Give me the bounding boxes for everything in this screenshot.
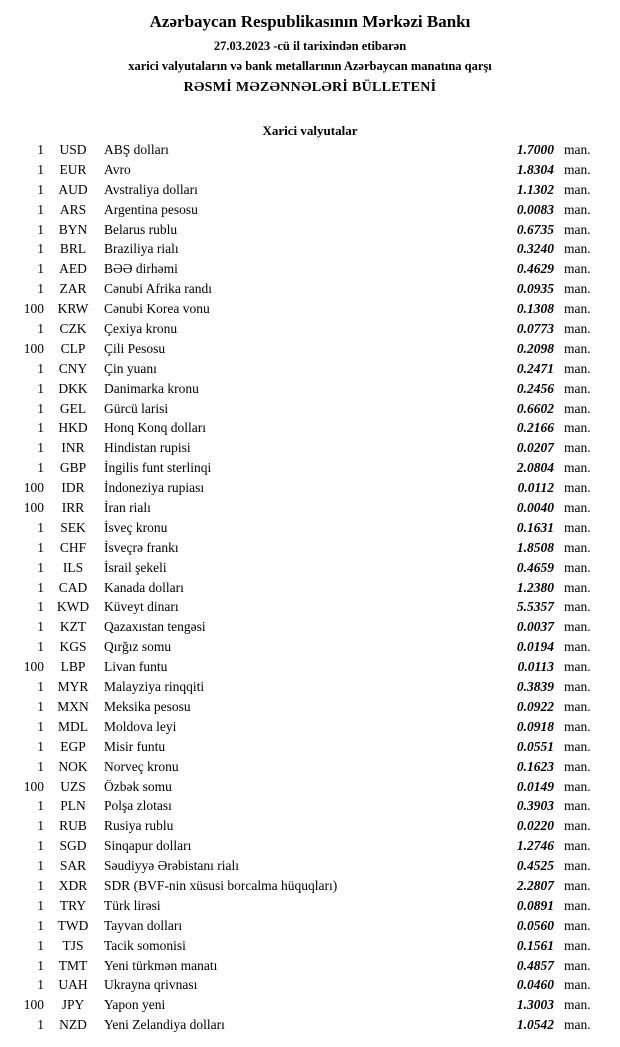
row-currency-code: CLP	[60, 340, 86, 356]
row-unit: man.	[564, 181, 591, 197]
row-currency-code: MXN	[57, 698, 89, 714]
row-rate: 0.0460	[516, 977, 554, 993]
row-unit: man.	[564, 977, 591, 993]
row-currency-code: IRR	[61, 500, 85, 516]
row-rate: 0.0040	[516, 500, 554, 516]
bulletin-title: RƏSMİ MƏZƏNNƏLƏRİ BÜLLETENİ	[183, 80, 437, 95]
table-row	[18, 599, 604, 619]
table-row	[18, 321, 604, 341]
row-quantity: 1	[37, 281, 44, 297]
row-currency-name: ABŞ dolları	[104, 142, 169, 157]
row-unit: man.	[564, 917, 591, 933]
row-quantity: 1	[37, 1017, 44, 1033]
row-unit: man.	[564, 957, 591, 973]
row-quantity: 1	[37, 897, 44, 913]
row-currency-name: Səudiyyə Ərəbistanı rialı	[104, 858, 239, 874]
row-rate: 1.3003	[516, 997, 554, 1013]
row-unit: man.	[564, 519, 591, 535]
row-currency-name: İran rialı	[104, 500, 151, 516]
row-currency-code: TRY	[59, 897, 87, 913]
row-rate: 1.8304	[516, 161, 554, 177]
table-row	[18, 142, 604, 162]
table-row	[18, 918, 604, 938]
row-currency-code: TWD	[57, 917, 89, 933]
row-rate: 0.6602	[516, 400, 554, 416]
row-rate: 0.0918	[516, 718, 554, 734]
row-currency-code: UAH	[58, 977, 88, 993]
row-currency-name: Gürcü larisi	[104, 400, 169, 416]
row-unit: man.	[564, 897, 591, 913]
row-currency-code: ZAR	[59, 281, 87, 297]
row-rate: 0.4525	[516, 858, 554, 874]
row-currency-code: RUB	[59, 818, 87, 834]
row-rate: 2.2807	[516, 877, 554, 893]
row-currency-code: GBP	[59, 460, 87, 476]
row-rate: 0.0113	[517, 659, 554, 675]
row-rate: 0.0551	[516, 738, 554, 754]
table-row	[18, 798, 604, 818]
row-currency-code: UZS	[60, 778, 86, 794]
row-rate: 0.0891	[516, 897, 554, 913]
row-currency-name: Yeni türkmən manatı	[104, 957, 218, 973]
row-currency-name: Çexiya kronu	[104, 321, 178, 337]
table-row	[18, 679, 604, 699]
row-quantity: 1	[37, 718, 44, 734]
row-rate: 0.1631	[516, 519, 554, 535]
row-currency-code: TJS	[62, 937, 84, 953]
row-unit: man.	[564, 738, 591, 754]
row-unit: man.	[564, 639, 591, 655]
row-rate: 0.4857	[516, 957, 554, 973]
row-quantity: 1	[37, 818, 44, 834]
row-quantity: 1	[37, 460, 44, 476]
row-currency-name: Misir funtu	[104, 738, 166, 754]
subject-line: xarici valyutaların və bank metallarının Azərbaycan manatına qarşı	[128, 59, 492, 73]
row-quantity: 100	[23, 340, 44, 356]
row-currency-code: TMT	[58, 957, 88, 973]
table-row	[18, 619, 604, 639]
row-currency-name: Kanada dolları	[104, 579, 184, 595]
table-row	[18, 659, 604, 679]
row-currency-name: Çin yuanı	[104, 360, 157, 376]
row-unit: man.	[564, 778, 591, 794]
row-rate: 0.0773	[516, 321, 554, 337]
row-rate: 2.0804	[516, 460, 554, 476]
row-rate: 0.6735	[516, 221, 554, 237]
table-row	[18, 520, 604, 540]
row-currency-code: BYN	[58, 221, 88, 237]
row-quantity: 1	[37, 917, 44, 933]
row-unit: man.	[564, 480, 591, 496]
table-row	[18, 560, 604, 580]
row-unit: man.	[564, 360, 591, 376]
row-unit: man.	[564, 161, 591, 177]
table-row	[18, 420, 604, 440]
row-unit: man.	[564, 818, 591, 834]
row-currency-code: EGP	[60, 738, 86, 754]
row-currency-code: NZD	[59, 1017, 87, 1033]
row-quantity: 100	[23, 997, 44, 1013]
row-currency-code: PLN	[60, 798, 86, 814]
row-currency-name: İsrail şekeli	[104, 559, 167, 575]
row-rate: 0.0112	[517, 480, 554, 496]
row-rate: 0.0922	[516, 698, 554, 714]
row-unit: man.	[564, 201, 591, 217]
row-currency-name: Braziliya rialı	[104, 241, 179, 257]
row-unit: man.	[564, 321, 591, 337]
row-currency-code: CAD	[58, 579, 88, 595]
row-quantity: 100	[23, 778, 44, 794]
row-currency-name: İsveç kronu	[104, 519, 168, 535]
row-unit: man.	[564, 997, 591, 1013]
row-quantity: 1	[37, 539, 44, 555]
row-currency-name: SDR (BVF-nin xüsusi borcalma hüquqları)	[104, 877, 338, 893]
row-currency-code: LBP	[60, 659, 86, 675]
row-unit: man.	[564, 559, 591, 575]
row-rate: 0.3839	[516, 679, 554, 695]
table-row	[18, 639, 604, 659]
row-quantity: 1	[37, 201, 44, 217]
row-rate: 5.5357	[516, 599, 554, 615]
row-quantity: 100	[23, 659, 44, 675]
table-row	[18, 182, 604, 202]
row-quantity: 1	[37, 758, 44, 774]
section-title-foreign-currencies: Xarici valyutalar	[262, 123, 358, 138]
row-rate: 0.1561	[516, 937, 554, 953]
row-currency-name: BƏƏ dirhəmi	[104, 261, 178, 277]
row-quantity: 1	[37, 221, 44, 237]
row-quantity: 1	[37, 559, 44, 575]
row-currency-code: BRL	[59, 241, 87, 257]
table-row	[18, 261, 604, 281]
row-currency-name: Argentina pesosu	[104, 201, 198, 217]
row-quantity: 1	[37, 877, 44, 893]
row-unit: man.	[564, 1017, 591, 1033]
table-row	[18, 281, 604, 301]
row-quantity: 1	[37, 161, 44, 177]
row-unit: man.	[564, 261, 591, 277]
row-quantity: 1	[37, 599, 44, 615]
row-rate: 0.0083	[516, 201, 554, 217]
table-row	[18, 580, 604, 600]
row-currency-name: Qırğız somu	[104, 639, 172, 655]
row-unit: man.	[564, 301, 591, 317]
row-currency-code: IDR	[61, 480, 85, 496]
row-unit: man.	[564, 579, 591, 595]
row-currency-code: HKD	[58, 420, 88, 436]
row-currency-code: CZK	[59, 321, 87, 337]
row-currency-name: Livan funtu	[104, 659, 168, 675]
table-row	[18, 818, 604, 838]
row-quantity: 1	[37, 639, 44, 655]
table-row	[18, 401, 604, 421]
table-row	[18, 202, 604, 222]
row-currency-code: KZT	[59, 619, 87, 635]
table-row	[18, 301, 604, 321]
row-quantity: 100	[23, 480, 44, 496]
row-rate: 0.0220	[516, 818, 554, 834]
row-quantity: 100	[23, 500, 44, 516]
row-currency-name: Yapon yeni	[104, 997, 166, 1013]
row-unit: man.	[564, 698, 591, 714]
row-rate: 0.0149	[516, 778, 554, 794]
row-currency-code: SGD	[59, 838, 87, 854]
row-currency-name: İngilis funt sterlinqi	[104, 460, 212, 476]
table-row	[18, 838, 604, 858]
row-currency-code: XDR	[58, 877, 88, 893]
row-rate: 0.4659	[516, 559, 554, 575]
currency-table	[0, 142, 620, 1037]
row-quantity: 1	[37, 579, 44, 595]
table-row	[18, 878, 604, 898]
table-row	[18, 958, 604, 978]
row-unit: man.	[564, 221, 591, 237]
row-currency-name: Yeni Zelandiya dolları	[104, 1017, 225, 1033]
row-quantity: 1	[37, 798, 44, 814]
row-rate: 1.2746	[516, 838, 554, 854]
row-rate: 1.2380	[516, 579, 554, 595]
row-currency-name: Cənubi Korea vonu	[104, 301, 210, 317]
table-row	[18, 241, 604, 261]
table-row	[18, 1017, 604, 1037]
row-rate: 0.2456	[516, 380, 554, 396]
row-currency-code: ARS	[59, 201, 87, 217]
row-unit: man.	[564, 877, 591, 893]
row-currency-name: Rusiya rublu	[104, 818, 174, 834]
row-currency-code: ILS	[62, 559, 84, 575]
row-unit: man.	[564, 500, 591, 516]
row-currency-code: KWD	[56, 599, 90, 615]
table-row	[18, 361, 604, 381]
row-quantity: 1	[37, 420, 44, 436]
row-currency-code: KGS	[59, 639, 87, 655]
row-currency-name: Cənubi Afrika randı	[104, 281, 212, 297]
table-row	[18, 460, 604, 480]
row-rate: 0.0037	[516, 619, 554, 635]
row-unit: man.	[564, 718, 591, 734]
row-currency-code: USD	[59, 142, 87, 157]
row-rate: 0.3903	[516, 798, 554, 814]
table-row	[18, 779, 604, 799]
table-row	[18, 222, 604, 242]
table-row	[18, 977, 604, 997]
table-row	[18, 381, 604, 401]
table-row	[18, 739, 604, 759]
table-row	[18, 858, 604, 878]
row-currency-code: MDL	[58, 718, 88, 734]
row-unit: man.	[564, 599, 591, 615]
table-row	[18, 898, 604, 918]
row-unit: man.	[564, 460, 591, 476]
row-quantity: 1	[37, 698, 44, 714]
row-unit: man.	[564, 679, 591, 695]
row-unit: man.	[564, 858, 591, 874]
row-rate: 0.2166	[516, 420, 554, 436]
row-quantity: 1	[37, 957, 44, 973]
row-unit: man.	[564, 937, 591, 953]
row-quantity: 1	[37, 977, 44, 993]
row-currency-name: Çili Pesosu	[104, 340, 166, 356]
row-currency-name: Polşa zlotası	[104, 798, 172, 814]
row-currency-name: Honq Konq dolları	[104, 420, 206, 436]
row-currency-code: GEL	[59, 400, 87, 416]
row-currency-name: Sinqapur dolları	[104, 838, 192, 854]
row-rate: 0.1308	[516, 301, 554, 317]
table-row	[18, 719, 604, 739]
row-quantity: 1	[37, 261, 44, 277]
row-currency-name: Moldova leyi	[104, 718, 177, 734]
effective-date-line: 27.03.2023 -cü il tarixindən etibarən	[213, 39, 407, 53]
row-currency-name: Avstraliya dolları	[104, 181, 198, 197]
row-rate: 0.0207	[516, 440, 554, 456]
row-unit: man.	[564, 420, 591, 436]
row-currency-name: Küveyt dinarı	[104, 599, 179, 615]
row-currency-name: İsveçrə frankı	[104, 539, 179, 555]
row-rate: 0.2471	[516, 360, 554, 376]
row-unit: man.	[564, 539, 591, 555]
row-unit: man.	[564, 241, 591, 257]
row-quantity: 1	[37, 360, 44, 376]
row-currency-code: AED	[59, 261, 87, 277]
row-currency-code: DKK	[58, 380, 88, 396]
table-row	[18, 540, 604, 560]
row-unit: man.	[564, 340, 591, 356]
row-rate: 0.1623	[516, 758, 554, 774]
row-currency-name: Norveç kronu	[104, 758, 179, 774]
page-title: Azərbaycan Respublikasının Mərkəzi Bankı	[149, 12, 471, 31]
row-currency-name: Türk lirəsi	[104, 897, 161, 913]
row-currency-name: Belarus rublu	[104, 221, 178, 237]
row-currency-code: SAR	[59, 858, 87, 874]
table-row	[18, 440, 604, 460]
row-unit: man.	[564, 400, 591, 416]
row-rate: 0.2098	[516, 340, 554, 356]
table-row	[18, 341, 604, 361]
row-currency-code: AUD	[58, 181, 88, 197]
row-rate: 1.8508	[516, 539, 554, 555]
row-quantity: 1	[37, 400, 44, 416]
row-currency-name: Hindistan rupisi	[104, 440, 191, 456]
row-currency-code: EUR	[59, 161, 87, 177]
row-rate: 1.7000	[516, 142, 554, 157]
row-unit: man.	[564, 619, 591, 635]
row-unit: man.	[564, 380, 591, 396]
row-quantity: 1	[37, 838, 44, 854]
row-currency-name: İndoneziya rupiası	[104, 480, 205, 496]
row-currency-code: MYR	[57, 679, 89, 695]
table-row	[18, 699, 604, 719]
row-quantity: 1	[37, 181, 44, 197]
row-quantity: 1	[37, 142, 44, 157]
row-rate: 1.0542	[516, 1017, 554, 1033]
row-currency-code: SEK	[60, 519, 86, 535]
row-currency-name: Meksika pesosu	[104, 698, 191, 714]
table-row	[18, 162, 604, 182]
row-quantity: 1	[37, 937, 44, 953]
row-unit: man.	[564, 281, 591, 297]
row-rate: 0.3240	[516, 241, 554, 257]
row-quantity: 1	[37, 619, 44, 635]
row-unit: man.	[564, 142, 591, 157]
row-rate: 0.0560	[516, 917, 554, 933]
row-rate: 0.4629	[516, 261, 554, 277]
table-row	[18, 938, 604, 958]
row-currency-name: Danimarka kronu	[104, 380, 199, 396]
row-unit: man.	[564, 758, 591, 774]
row-unit: man.	[564, 659, 591, 675]
row-currency-code: NOK	[58, 758, 88, 774]
table-row	[18, 500, 604, 520]
row-quantity: 1	[37, 858, 44, 874]
row-currency-name: Tacik somonisi	[104, 937, 186, 953]
row-currency-code: CNY	[58, 360, 88, 376]
row-currency-name: Malayziya rinqqiti	[104, 679, 205, 695]
row-currency-name: Özbək somu	[104, 778, 172, 794]
row-quantity: 1	[37, 380, 44, 396]
row-currency-code: JPY	[61, 997, 85, 1013]
bulletin-header	[0, 12, 620, 96]
row-currency-code: KRW	[57, 301, 89, 317]
row-currency-name: Tayvan dolları	[104, 917, 183, 933]
row-rate: 0.0194	[516, 639, 554, 655]
row-quantity: 1	[37, 519, 44, 535]
table-row	[18, 759, 604, 779]
row-currency-code: INR	[61, 440, 85, 456]
table-row	[18, 997, 604, 1017]
row-currency-code: CHF	[59, 539, 87, 555]
row-quantity: 1	[37, 241, 44, 257]
row-rate: 1.1302	[516, 181, 554, 197]
row-unit: man.	[564, 440, 591, 456]
row-currency-name: Qazaxıstan tengəsi	[104, 619, 206, 635]
row-unit: man.	[564, 838, 591, 854]
row-quantity: 1	[37, 679, 44, 695]
row-currency-name: Avro	[104, 161, 131, 177]
row-currency-name: Ukrayna qrivnası	[104, 977, 198, 993]
row-unit: man.	[564, 798, 591, 814]
row-quantity: 1	[37, 321, 44, 337]
row-quantity: 100	[23, 301, 44, 317]
row-quantity: 1	[37, 738, 44, 754]
row-rate: 0.0935	[516, 281, 554, 297]
row-quantity: 1	[37, 440, 44, 456]
table-row	[18, 480, 604, 500]
